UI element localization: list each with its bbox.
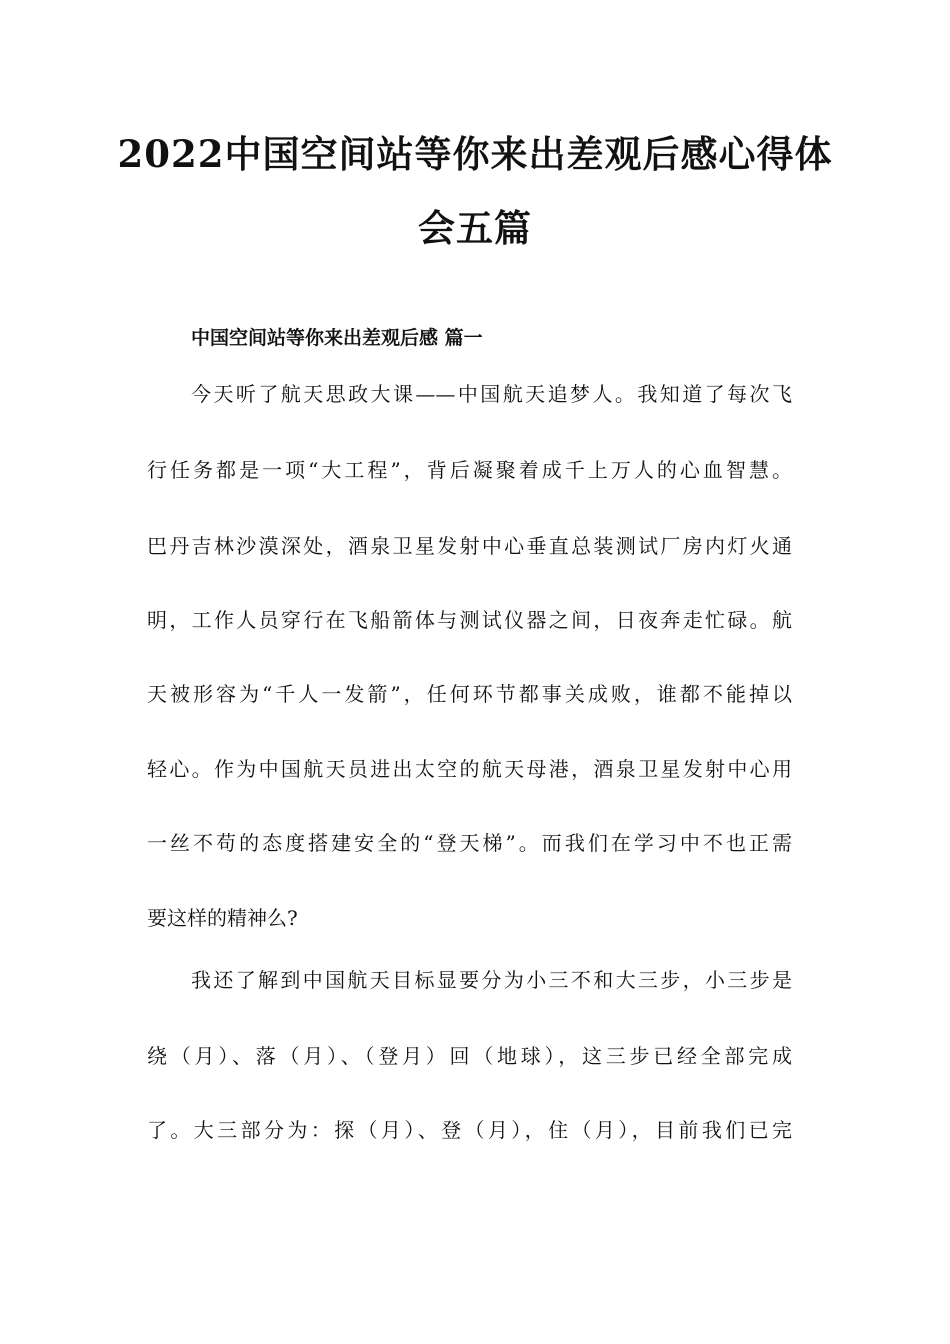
document-title-line-1: 2022中国空间站等你来出差观后感心得体 (117, 132, 833, 176)
paragraph-line: 要这样的精神么? (147, 906, 298, 930)
paragraph-line: 了。大三部分为：探（月）、登（月），住（月），目前我们已完 (147, 1118, 792, 1142)
paragraph-line: 绕（月）、落（月）、（登月）回（地球），这三步已经全部完成 (147, 1044, 792, 1068)
paragraph-line: 我还了解到中国航天目标显要分为小三不和大三步，小三步是 (191, 968, 792, 992)
paragraph-line: 一丝不苟的态度搭建安全的“登天梯”。而我们在学习中不也正需 (147, 831, 792, 855)
document-title-line-2: 会五篇 (418, 206, 532, 250)
section-heading: 中国空间站等你来出差观后感 篇一 (191, 327, 483, 349)
paragraph-line: 行任务都是一项“大工程”，背后凝聚着成千上万人的心血智慧。 (147, 458, 792, 482)
paragraph-line: 巴丹吉林沙漠深处，酒泉卫星发射中心垂直总装测试厂房内灯火通 (147, 534, 792, 558)
paragraph-line: 明，工作人员穿行在飞船箭体与测试仪器之间，日夜奔走忙碌。航 (147, 608, 792, 632)
paragraph-line: 轻心。作为中国航天员进出太空的航天母港，酒泉卫星发射中心用 (147, 757, 792, 781)
paragraph-line: 天被形容为“千人一发箭”，任何环节都事关成败，谁都不能掉以 (147, 682, 792, 706)
paragraph-line: 今天听了航天思政大课——中国航天追梦人。我知道了每次飞 (191, 382, 792, 406)
